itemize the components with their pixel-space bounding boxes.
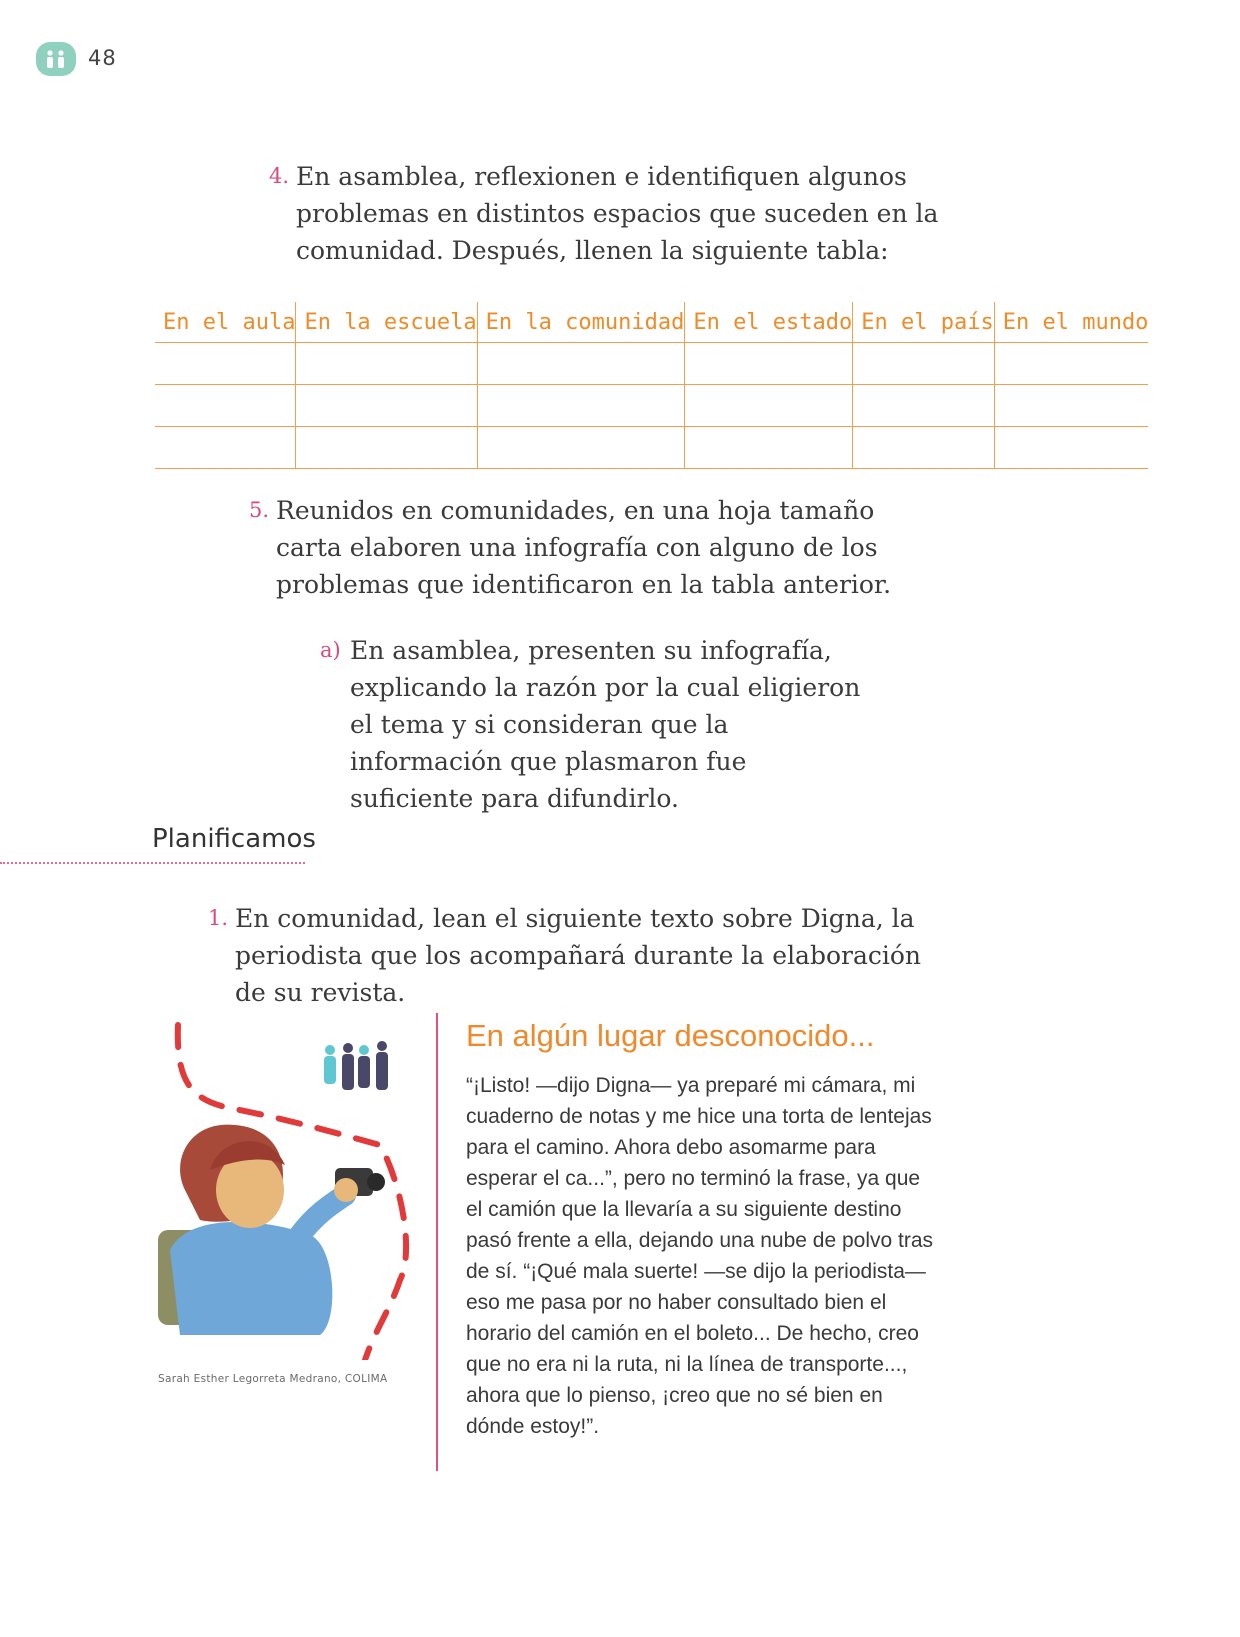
table-header-row (155, 302, 1148, 343)
table-cell[interactable] (994, 385, 1148, 427)
people-group-icon (324, 1041, 388, 1090)
table-cell[interactable] (155, 343, 296, 385)
table-row (155, 343, 1148, 385)
activity-1-number: 1. (208, 906, 229, 930)
table-cell[interactable] (853, 343, 994, 385)
column-header: En el estado (685, 302, 853, 343)
table-cell[interactable] (853, 385, 994, 427)
table-row (155, 427, 1148, 469)
section-title: Planificamos (152, 824, 316, 854)
activity-5a (320, 632, 870, 817)
table-cell[interactable] (155, 385, 296, 427)
table-cell[interactable] (685, 343, 853, 385)
activity-4 (269, 158, 1016, 269)
table-row (155, 385, 1148, 427)
table-cell[interactable] (155, 427, 296, 469)
column-header: En la comunidad (477, 302, 685, 343)
activity-5-number: 5. (249, 498, 270, 522)
column-header: En la escuela (296, 302, 477, 343)
community-badge (36, 42, 76, 76)
story-divider (436, 1013, 438, 1471)
people-icon (45, 49, 67, 69)
table-cell[interactable] (685, 385, 853, 427)
table-cell[interactable] (994, 427, 1148, 469)
table-cell[interactable] (685, 427, 853, 469)
journalist-illustration (150, 1020, 420, 1360)
activity-5a-letter: a) (320, 638, 341, 662)
activity-4-text: En asamblea, reflexionen e identifiquen algunos problemas en distintos espacios que suceden en la comunidad. Después, llenen la siguiente tabla: (296, 162, 939, 265)
column-header: En el país (853, 302, 994, 343)
problems-table (155, 302, 1148, 469)
activity-1 (208, 900, 955, 1011)
story-title: En algún lugar desconocido... (466, 1018, 875, 1053)
table-cell[interactable] (853, 427, 994, 469)
activity-1-text: En comunidad, lean el siguiente texto sobre Digna, la periodista que los acompañará durante la elaboración de su revista. (235, 904, 922, 1007)
page-number: 48 (88, 46, 117, 70)
table-cell[interactable] (477, 385, 685, 427)
table-cell[interactable] (296, 343, 477, 385)
activity-5 (249, 492, 916, 603)
activity-5-text: Reunidos en comunidades, en una hoja tamaño carta elaboren una infografía con alguno de los problemas que identificaron en la tabla anterior. (276, 496, 892, 599)
table-cell[interactable] (296, 385, 477, 427)
column-header: En el aula (155, 302, 296, 343)
table-cell[interactable] (477, 427, 685, 469)
section-divider (0, 862, 305, 864)
table-cell[interactable] (296, 427, 477, 469)
table-cell[interactable] (477, 343, 685, 385)
activity-4-number: 4. (269, 164, 290, 188)
story-body: “¡Listo! —dijo Digna— ya preparé mi cámara, mi cuaderno de notas y me hice una torta de lentejas para el camino. Ahora debo asomarme para esperar el ca...”, pero no terminó la frase, ya que el camión que la llevaría a su siguiente destino pasó frente a ella, dejando una nube de polvo tras de sí. “¡Qué mala suerte! —se dijo la periodista— eso me pasa por no haber consultado bien el horario del camión en el boleto... De hecho, creo que no era ni la ruta, ni la línea de transporte..., ahora que lo pienso, ¡creo que no sé bien en dónde estoy!”. (466, 1074, 934, 1438)
activity-5a-text: En asamblea, presenten su infografía, explicando la razón por la cual eligieron el tema y si consideran que la información que plasmaron fue suficiente para difundirlo. (350, 636, 861, 813)
column-header: En el mundo (994, 302, 1148, 343)
journalist-figure (158, 1125, 385, 1335)
illustration-credit: Sarah Esther Legorreta Medrano, COLIMA (158, 1373, 388, 1385)
table-cell[interactable] (994, 343, 1148, 385)
